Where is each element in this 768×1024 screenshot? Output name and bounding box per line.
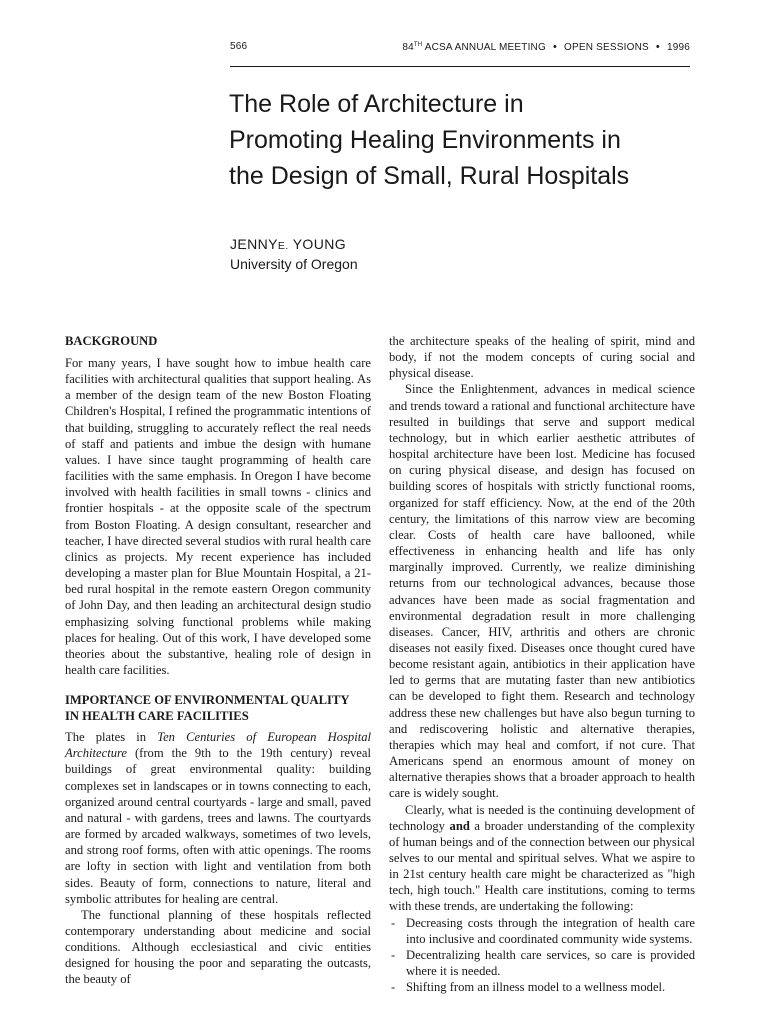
author-initial: E. xyxy=(277,240,289,252)
functional-paragraph: The functional planning of these hospitals reflected contemporary understanding about medicine and social conditions. Although ecclesiastical and civic entities designed for housing the poor and separating the outcasts, the beauty of xyxy=(65,907,371,987)
trends-list xyxy=(389,915,695,996)
list-item xyxy=(389,979,695,995)
plates-intro: The plates in xyxy=(65,730,147,745)
session-name: OPEN SESSIONS xyxy=(564,42,649,53)
section-heading-importance xyxy=(65,692,371,724)
section-heading-background: BACKGROUND xyxy=(65,334,158,348)
heading-line: IMPORTANCE OF ENVIRONMENTAL QUALITY xyxy=(65,693,350,708)
list-item xyxy=(389,915,695,947)
right-column xyxy=(389,333,695,995)
title-line: the Design of Small, Rural Hospitals xyxy=(229,162,630,190)
page-number: 566 xyxy=(230,41,248,52)
plates-text: (from the 9th to the 19th century) reveal buildings of great environmental quality: building complexes set in landscapes or in towns connecting to each, organized around central courtyards - large and small, paved and natural - with gardens, trees and lawns. The courtyards are formed by arcaded walkways, sometimes of two levels, and strong roof forms, often with attic openings. The rooms are lofty in section with light and ventilation from both sides. Beauty of form, connections to nature, literal and symbolic attributes for healing are central. xyxy=(65,746,371,906)
list-item xyxy=(389,947,695,979)
book-title: Ten Centuries of European Hospital Architecture xyxy=(65,730,371,761)
meeting-ordinal-suffix: TH xyxy=(413,42,423,48)
author-name xyxy=(230,236,346,252)
list-item-text: Shifting from an illness model to a wellness model. xyxy=(406,980,666,995)
list-dash: - xyxy=(391,915,396,930)
list-item-text: Decentralizing health care services, so care is provided where it is needed. xyxy=(406,947,695,979)
clearly-paragraph xyxy=(389,802,695,915)
header-rule xyxy=(230,66,690,67)
separator-bullet: • xyxy=(655,41,660,53)
meeting-ordinal: 84 xyxy=(402,42,414,53)
clearly-text: Clearly, what is needed is the continuing development of technology xyxy=(389,802,695,833)
list-dash: - xyxy=(391,980,396,995)
author-last-name: YOUNG xyxy=(292,236,347,252)
plates-paragraph xyxy=(65,729,371,907)
running-header xyxy=(230,41,690,57)
heading-line: IN HEALTH CARE FACILITIES xyxy=(65,709,249,724)
list-dash: - xyxy=(391,947,396,962)
title-line: The Role of Architecture in xyxy=(229,90,524,118)
meeting-info xyxy=(402,41,690,53)
continuation-paragraph: the architecture speaks of the healing of spirit, mind and body, if not the modem concepts of curing social and physical disease. xyxy=(389,334,695,381)
background-paragraph: For many years, I have sought how to imbue health care facilities with architectural qualities that support healing. As a member of the design team of the new Boston Floating Children's Hospital, I refined the programmatic intentions of that building, struggling to accurately reflect the real needs of staff and patients and imbue the design with humane values. I have since taught programming of health care facilities with the same emphasis. In Oregon I have become involved with health facilities in small towns - clinics and frontier hospitals - at the opposite scale of the spectrum from Boston Floating. A design consultant, researcher and teacher, I have directed several studios with rural health care clinics as projects. My recent experience has included developing a master plan for Blue Mountain Hospital, a 21-bed rural hospital in the remote eastern Oregon community of John Day, and then leading an architectural design studio emphasizing solving functional problems while making places for healing. Out of this work, I have developed some theories about the substantive, healing role of design in health care facilities. xyxy=(65,356,371,677)
enlightenment-paragraph: Since the Enlightenment, advances in medical science and trends toward a rational and functional architecture have resulted in buildings that serve and support medical technology, but in which earlier aesthetic attributes of hospital architecture have been lost. Medicine has focused on curing physical disease, and design has focused on building scores of hospitals with strictly functional rooms, organized for staff efficiency. Now, at the end of the 20th century, the limitations of this narrow view are becoming clear. Costs of health care have ballooned, while effectiveness in enhancing health and life has only marginally improved. Currently, we realize diminishing returns from our technological advances, because those advances have been made as social fragmentation and environmental degradation result in more challenging diseases. Cancer, HIV, arthritis and others are chronic diseases not easily fixed. Diseases once thought cured have become resistant again, antibiotics in their application have led to germs that are mutating faster than new antibiotics can be developed to fight them. Research and technology address these new challenges but have also begun turning to and rediscovering holistic and alternative therapies, therapies which may heal and comfort, if not cure. That Americans spend an enormous amount of money on alternative therapies shows that a broader approach to health care is widely sought. xyxy=(389,382,695,801)
author-affiliation: University of Oregon xyxy=(230,256,358,272)
emphasis-and: and xyxy=(449,818,470,833)
meeting-name: ACSA ANNUAL MEETING xyxy=(424,42,546,53)
clearly-text: a broader understanding of the complexity of human beings and of the connection between our physical selves to our mental and spiritual selves. What we aspire to in 21st century health care might be characterized as "high tech, high touch." Health care institutions, coming to terms with these trends, are undertaking the following: xyxy=(389,818,696,914)
left-column xyxy=(65,333,371,988)
separator-bullet: • xyxy=(552,41,558,53)
paper-title xyxy=(229,86,699,194)
meeting-year: 1996 xyxy=(666,42,690,53)
title-line: Promoting Healing Environments in xyxy=(229,126,621,154)
list-item-text: Decreasing costs through the integration of health care into inclusive and coordinated community wide systems. xyxy=(406,915,695,946)
author-first-name: JENNY xyxy=(230,236,278,252)
